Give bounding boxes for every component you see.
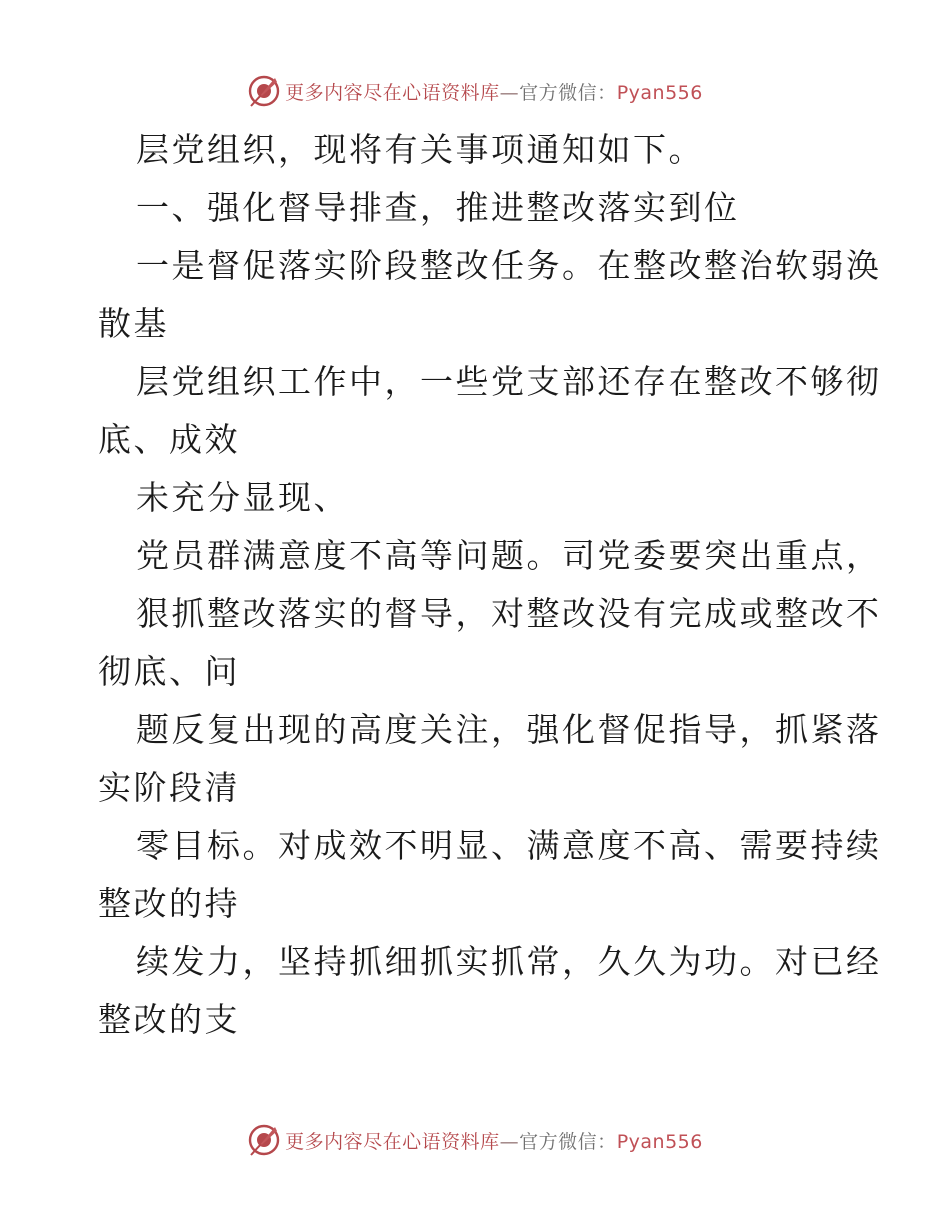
- text-line: 续发力，坚持抓细抓实抓常，久久为功。对已经: [136, 942, 882, 981]
- text-line: 题反复出现的高度关注，强化督促指导，抓紧落: [136, 710, 882, 749]
- text-line: 底、成效: [98, 420, 240, 459]
- quill-logo-icon: [247, 74, 281, 108]
- text-line: 党员群满意度不高等问题。司党委要突出重点，: [136, 536, 882, 575]
- document-body: [98, 121, 882, 1049]
- text-line: 彻底、问: [98, 652, 240, 691]
- text-line: 一是督促落实阶段整改任务。在整改整治软弱涣: [136, 246, 882, 285]
- watermark-text: 更多内容尽在心语资料库—官方微信：Pyan556: [285, 1130, 703, 1153]
- watermark-text: 更多内容尽在心语资料库—官方微信：Pyan556: [285, 81, 703, 104]
- text-line: 未充分显现、: [136, 478, 349, 517]
- text-line: 狠抓整改落实的督导，对整改没有完成或整改不: [136, 594, 882, 633]
- text-line: 层党组织，现将有关事项通知如下。: [136, 130, 704, 169]
- text-line: 散基: [98, 304, 169, 343]
- text-line: 零目标。对成效不明显、满意度不高、需要持续: [136, 826, 882, 865]
- footer-watermark: [0, 1118, 950, 1162]
- text-line: 实阶段清: [98, 768, 240, 807]
- text-line: 层党组织工作中，一些党支部还存在整改不够彻: [136, 362, 882, 401]
- quill-logo-icon: [247, 1123, 281, 1157]
- text-line: 整改的支: [98, 1000, 240, 1039]
- header-watermark: [0, 69, 950, 113]
- section-heading: 一、强化督导排查，推进整改落实到位: [136, 188, 740, 227]
- text-line: 整改的持: [98, 884, 240, 923]
